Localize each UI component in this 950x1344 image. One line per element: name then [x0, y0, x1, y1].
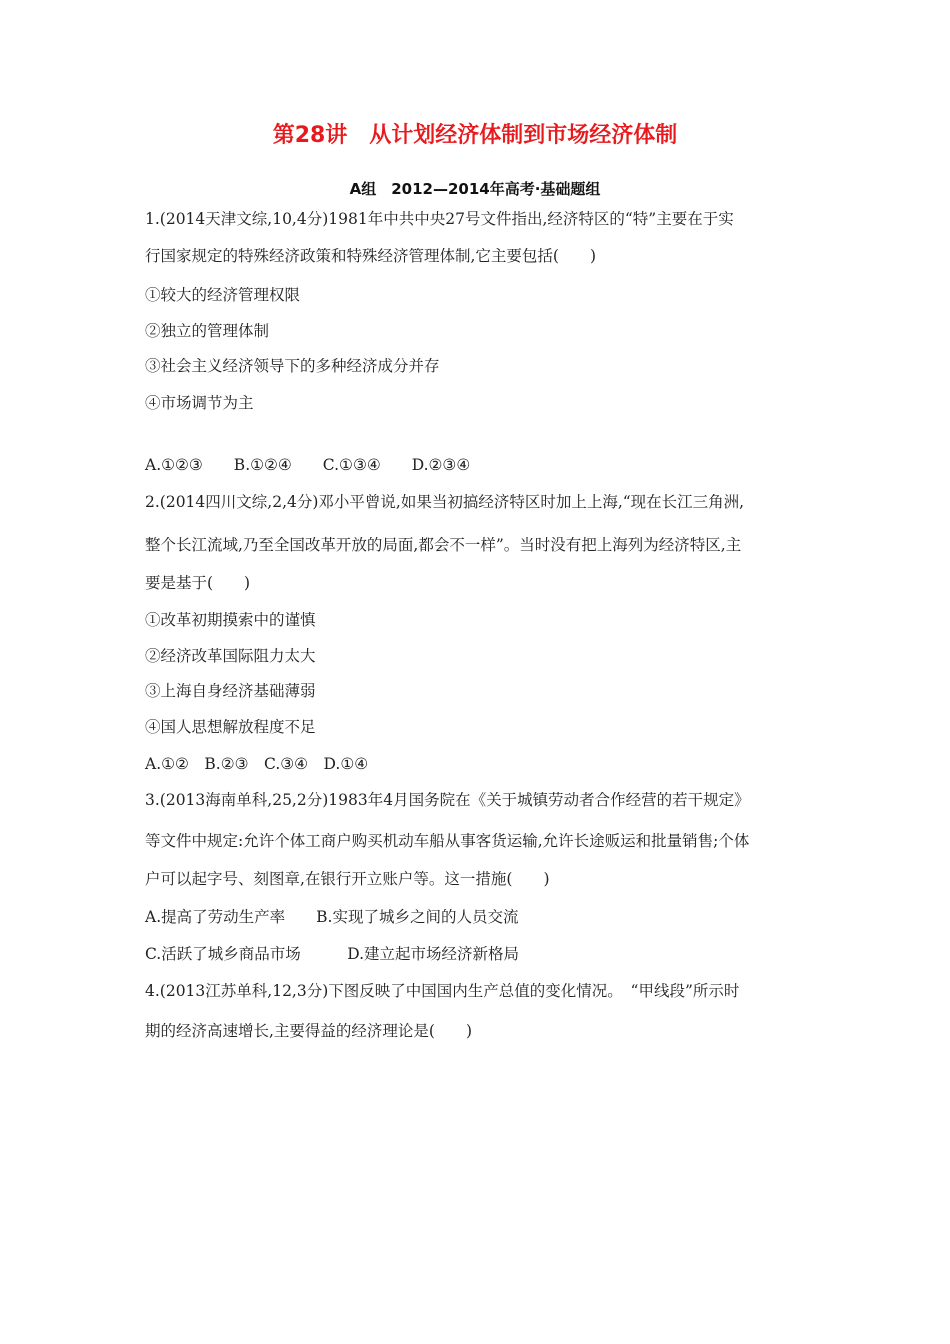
q2-stem-line-1: 2.(2014四川文综,2,4分)邓小平曾说,如果当初搞经济特区时加上上海,“现在长江三角洲, — [145, 493, 745, 511]
q2-stem-line-2: 整个长江流域,乃至全国改革开放的局面,都会不一样”。当时没有把上海列为经济特区,主 — [145, 536, 742, 554]
q1-item-2: ②独立的管理体制 — [145, 322, 270, 340]
page-title: 第28讲 从计划经济体制到市场经济体制 — [272, 123, 678, 148]
q3-options-line-1: A.提高了劳动生产率 B.实现了城乡之间的人员交流 — [145, 908, 519, 926]
q1-item-4: ④市场调节为主 — [145, 394, 254, 412]
q1-item-3: ③社会主义经济领导下的多种经济成分并存 — [145, 357, 440, 375]
q1-item-1: ①较大的经济管理权限 — [145, 286, 301, 304]
q3-options-line-2: C.活跃了城乡商品市场 D.建立起市场经济新格局 — [145, 945, 520, 963]
q3-stem-line-2: 等文件中规定:允许个体工商户购买机动车船从事客货运输,允许长途贩运和批量销售;个体 — [145, 832, 750, 850]
q1-stem-line-2: 行国家规定的特殊经济政策和特殊经济管理体制,它主要包括( ) — [145, 247, 597, 265]
q2-item-4: ④国人思想解放程度不足 — [145, 718, 316, 736]
q2-stem-line-3: 要是基于( ) — [145, 574, 251, 592]
q2-item-1: ①改革初期摸索中的谨慎 — [145, 611, 316, 629]
q1-options: A.①②③ B.①②④ C.①③④ D.②③④ — [145, 456, 471, 474]
q2-item-3: ③上海自身经济基础薄弱 — [145, 682, 316, 700]
q2-options: A.①② B.②③ C.③④ D.①④ — [145, 755, 369, 773]
q2-item-2: ②经济改革国际阻力太大 — [145, 647, 316, 665]
section-heading: A组 2012—2014年高考·基础题组 — [349, 180, 601, 198]
q4-stem-line-1: 4.(2013江苏单科,12,3分)下图反映了中国国内生产总值的变化情况。 “甲线段”所示时 — [145, 982, 740, 1000]
q4-stem-line-2: 期的经济高速增长,主要得益的经济理论是( ) — [145, 1022, 473, 1040]
q1-stem-line-1: 1.(2014天津文综,10,4分)1981年中共中央27号文件指出,经济特区的“特”主要在于实 — [145, 210, 734, 228]
q3-stem-line-3: 户可以起字号、刻图章,在银行开立账户等。这一措施( ) — [145, 870, 550, 888]
q3-stem-line-1: 3.(2013海南单科,25,2分)1983年4月国务院在《关于城镇劳动者合作经营的若干规定》 — [145, 791, 750, 809]
